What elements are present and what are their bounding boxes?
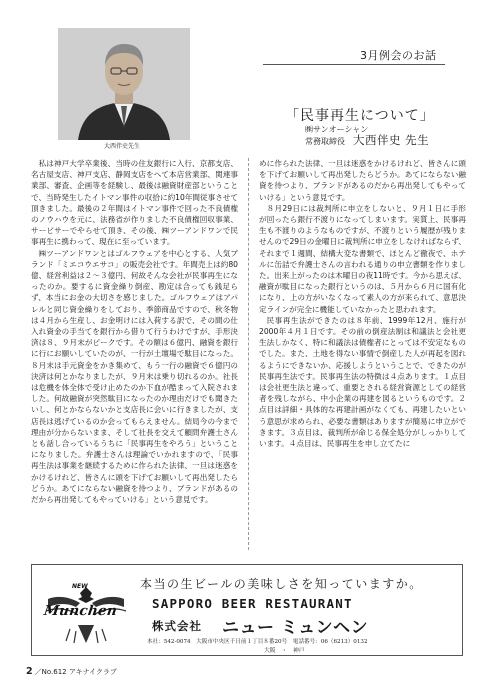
article-paragraph: 民事再生法ができたのは８年前、1999年12月、施行が2000年４月１日です。その前の倒産法制は和議法と会社更生法しかなく、特に和議法は債権者にとっては不安定なものでした。また、土地を得ない事情で倒産した人が再起を図れるようにできないか、応援しようということで、できたのが民事再生法です。民事再生法の特徴は４点あります。１点目は会社更生法と違って、重要とされる経営資源としての経営者を残しながら、中小企業の再建を図るというものです。２点目は詳細・具体的な再建計画がなくても、再建したいという意思が求められ、必要な書類はありますが簡易に申立ができます。３点目は、裁判所が命じる保全処分がしっかりしています。４点目は、民事再生を申し立てたに — [259, 315, 466, 449]
section-title: 3月例会のお話 — [360, 49, 437, 62]
speaker-name: 大西伴史 先生 — [353, 133, 430, 147]
ad-address: 本社：542-0074 大阪市中央区千日前１丁目８番20号 電話番号：06（6213）0132 — [147, 639, 368, 645]
publication-name: アキナイクラブ — [68, 668, 117, 676]
article-paragraph: ８月29日には裁判所に申立をしないと、９月１日に手形が回ったら銀行不渡りになってしまいます。実質上、民事再生も不渡りのようなものですが、不渡りという履歴が残りませんので29日の金曜日に裁判所に申立をしなければならず、それまで１週間、結構大変な書類で、ほとんど徹夜で、ホテルに缶詰で弁護士さんの言われる通りの申立書類を作りました。出来上がったのは木曜日の夜11時です。今から思えば、融資が駄目になった銀行というのは、５月から６月に国有化になり、上の方がいなくなって素人の方が来られて、意思決定ラインが完全に機能していなかったと思われます。 — [259, 203, 466, 314]
section-divider — [263, 64, 445, 65]
article-paragraph: ㈱ツーアンドワンとはゴルフウェアを中心とする、人気ブランド「ミエコウエサコ」の販売会社です。年間売上は約80億、経営利益は２～３億円、何故そんな会社が民事再生になったのか。要するに資金繰り倒産、勘定は合っても銭足らず、本当にお金の大切さを感じました。ゴルフウェアはアパレルと同じ資金繰りをしており、季節商品ですので、秋冬物は４月から生産し、お金明けには入荷する訳で、その間の仕入れ資金の手当てを銀行から借りて行うわけですが、手形決済は８、９月末がピークです。その額は６億円、融資を銀行に行にお願いしていたのが、一行が土壇場で駄目になった。８月末は手元資金をかき集めて、もう一行の融資で６億円の決済は何とかなりましたが、９月末は乗り切れるのか。社長は危機を体全体で受け止めたのか下血が酷まって入院されました。何故融資が突然駄目になったのか理由だけでも聞きたいし、何とかならないかと支店長に会いに行きましたが、支店長は逃げているのか会ってもらえません。結局今の今まで理由が分からないまま、そして社長を交えて顧問弁護士さんとも話し合っているうちに「民事再生をやろう」ということになりました。弁護士さんは理論でいかれますので、「民事再生法は事業を継続するために作られた法律、一旦は迷惑をかけるけれど、皆さんに頭を下げてお願いして再出発したらどうか。あてにならない融資を待つより、ブランドがあるのだから再出発してもやっていける」という意見です。 — [31, 248, 238, 505]
photo-caption: 大西伴史先生 — [104, 143, 141, 150]
new-munchen-logo — [40, 581, 132, 647]
article-column-right — [259, 158, 466, 556]
speaker-position: 常務取締役 — [305, 137, 345, 146]
advertisement — [31, 564, 463, 656]
talk-title: 「民事再生について」 — [285, 108, 435, 124]
page-number: 2 — [26, 666, 33, 677]
ad-company-name: ニュー ミュンヘン — [222, 618, 369, 638]
logo-new-text: NEW — [72, 583, 88, 590]
speaker-photo — [58, 28, 190, 140]
article-paragraph: 私は神戸大学卒業後、当時の住友銀行に入行、京都支店、名古屋支店、神戸支店、静岡支店をへて本店営業部、関連事業部、審査、企画等を経験し、最後は融資財産部ということで、当時発生したイトマン事件の収拾に約10年間従事させて頂きました。最後の２年間はイトマン事件で回った不良債権のノウハウを元に、法務省が作りました不良債権回収事業、サービサーでやらせて頂き、その後、㈱ツーアンドワンで民事再生に携わって、現在に至っています。 — [31, 159, 238, 247]
speaker-portrait-icon — [58, 28, 190, 140]
column-divider — [248, 158, 249, 550]
page-footer — [26, 666, 117, 677]
ad-restaurant-name: SAPPORO BEER RESTAURANT — [152, 596, 353, 611]
ad-branches: 大阪 ・ 神戸 — [264, 648, 305, 654]
article-paragraph: めに作られた法律、一旦は迷惑をかけるけれど、皆さんに頭を下げてお願いして再出発したらどうか。あてにならない融資を待つより、ブランドがあるのだから再出発してもやっていける」という意見です。 — [259, 159, 466, 202]
issue-number: ／No.612 — [34, 668, 67, 676]
ad-headline: 本当の生ビールの美味しさを知っていますか。 — [140, 577, 423, 591]
speaker-company: ㈱サンオーシャン — [305, 125, 369, 134]
ad-company-prefix: 株式会社 — [152, 619, 202, 633]
article-column-left — [31, 158, 238, 556]
logo-wordmark: Munchen — [42, 603, 119, 619]
